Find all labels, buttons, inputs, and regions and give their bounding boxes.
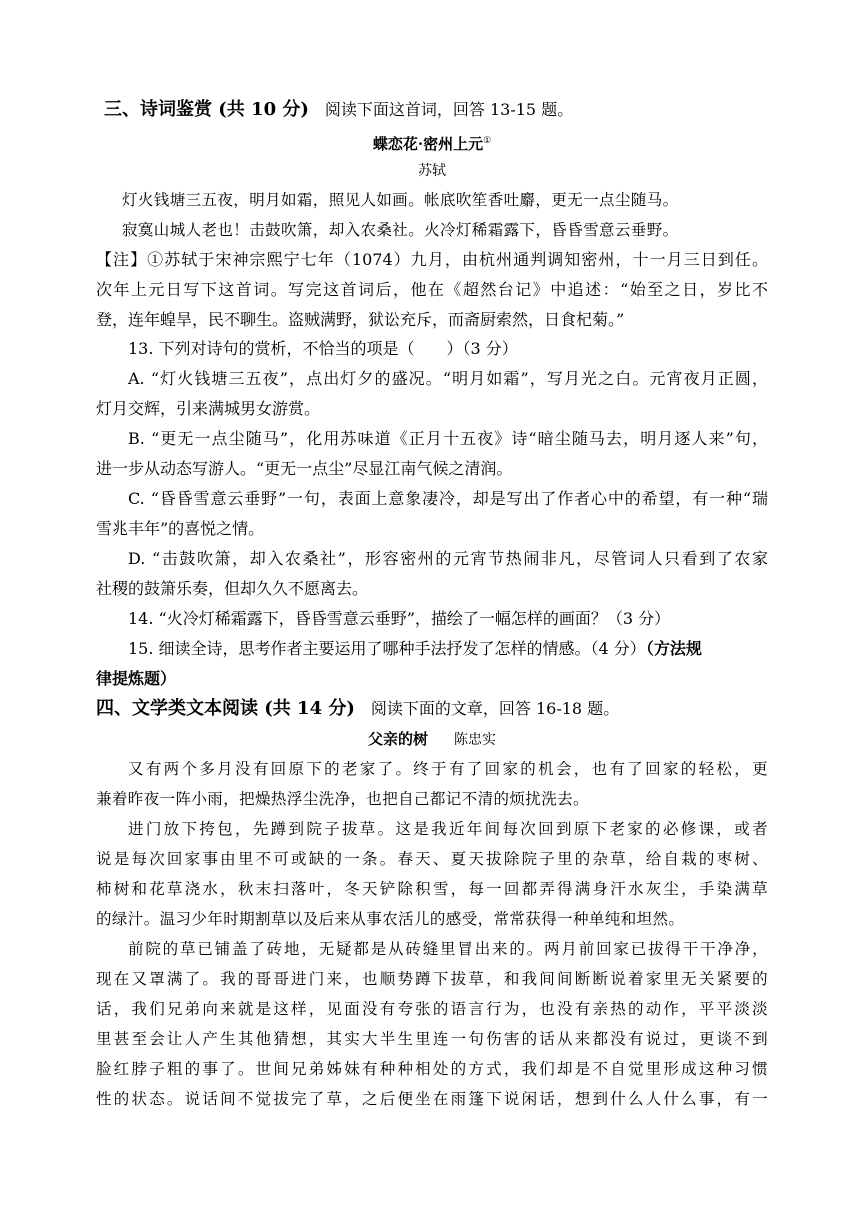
option-c-line-1: C. “昏昏雪意云垂野”一句，表面上意象凄冷，却是写出了作者心中的希望，有一种“瑞 — [128, 489, 768, 508]
article-line-5: 柿树和花草浇水，秋末扫落叶，冬天铲除积雪，每一回都弄得满身汗水灰尘，手染满草 — [96, 880, 768, 898]
option-b-line-1: B. “更无一点尘随马”，化用苏味道《正月十五夜》诗“暗尘随马去，明月逐人来”句， — [128, 429, 768, 448]
poem-line-2: 寂寞山城人老也！击鼓吹箫，却入农桑社。火冷灯稀霜露下，昏昏雪意云垂野。 — [122, 221, 679, 239]
article-line-11: 脸红脖子粗的事了。世间兄弟姊妹有种种相处的方式，我们却是不自觉里形成这种习惯 — [96, 1060, 768, 1078]
option-b-line-2: 进一步从动态写游人。“更无一点尘”尽显江南气候之清润。 — [96, 459, 513, 478]
section-4-heading — [96, 694, 768, 724]
article-line-7: 前院的草已铺盖了砖地，无疑都是从砖缝里冒出来的。两月前回家已拔得干干净净， — [128, 940, 768, 958]
article-line-1: 又有两个多月没有回原下的老家了。终于有了回家的机会，也有了回家的轻松，更 — [128, 760, 768, 778]
article-line-8: 现在又罩满了。我的哥哥进门来，也顺势蹲下拔草，和我间间断断说着家里无关紧要的 — [96, 970, 768, 988]
article-line-3: 进门放下挎包，先蹲到院子拔草。这是我近年间每次回到原下老家的必修课，或者 — [128, 820, 768, 838]
question-14: 14. “火冷灯稀霜露下，昏昏雪意云垂野”，描绘了一幅怎样的画面？（3 分） — [128, 609, 671, 628]
option-a-line-2: 灯月交辉，引来满城男女游赏。 — [96, 399, 321, 418]
section-3-title: 三、诗词鉴赏 (共 10 分) — [104, 99, 309, 120]
section-4-title: 四、文学类文本阅读 (共 14 分) — [96, 698, 355, 719]
article-title: 父亲的树 — [367, 730, 428, 748]
footnote-mark: ① — [483, 136, 492, 146]
article-line-10: 里甚至会让人产生其他猜想，其实大半生里连一句伤害的话从来都没有说过，更谈不到 — [96, 1030, 768, 1048]
note-line-2: 次年上元日写下这首词。写完这首词后，他在《超然台记》中追述：“始至之日，岁比不 — [96, 280, 768, 299]
option-a-line-1: A. “灯火钱塘三五夜”，点出灯夕的盛况。“明月如霜”，写月光之白。元宵夜月正圆， — [128, 369, 768, 388]
question-13-stem: 13. 下列对诗句的赏析，不恰当的项是（ ）（3 分） — [128, 339, 518, 358]
poem-title-text: 蝶恋花·密州上元 — [372, 135, 484, 153]
article-line-12: 性的状态。说话间不觉拔完了草，之后便坐在雨篷下说闲话，想到什么人什么事，有一 — [96, 1090, 768, 1108]
poem-author: 苏轼 — [418, 163, 446, 179]
option-d-line-1: D. “击鼓吹箫，却入农桑社”，形容密州的元宵节热闹非凡，尽管词人只看到了农家 — [128, 549, 768, 568]
article-header — [96, 724, 768, 755]
section-4-instruction: 阅读下面的文章，回答 16-18 题。 — [370, 699, 620, 718]
article-line-6: 的绿汁。温习少年时期割草以及后来从事农活儿的感受，常常获得一种单纯和坦然。 — [96, 910, 685, 928]
question-15-line-1 — [128, 634, 768, 664]
option-d-line-2: 社稷的鼓箫乐奏，但却久久不愿离去。 — [96, 579, 369, 598]
note-line-1: 【注】①苏轼于宋神宗熙宁七年（1074）九月，由杭州通判调知密州，十一月三日到任。 — [96, 250, 768, 269]
question-15-line-2: 律提炼题） — [96, 669, 177, 688]
poem-line-1: 灯火钱塘三五夜，明月如霜，照见人如画。帐底吹笙香吐麝，更无一点尘随马。 — [122, 191, 679, 209]
article-line-4: 说是每次回家事由里不可或缺的一条。春天、夏天拔除院子里的杂草，给自栽的枣树、 — [96, 850, 768, 868]
article-author: 陈忠实 — [454, 732, 496, 748]
option-c-line-2: 雪兆丰年”的喜悦之情。 — [96, 519, 265, 538]
section-3-instruction: 阅读下面这首词，回答 13-15 题。 — [324, 100, 574, 119]
article-line-9: 话，我们兄弟向来就是这样，见面没有夸张的语言行为，也没有亲热的动作，平平淡淡 — [96, 1000, 768, 1018]
poem-title — [96, 126, 768, 159]
article-line-2: 兼着昨夜一阵小雨，把燥热浮尘洗净，也把自己都记不清的烦扰洗去。 — [96, 790, 589, 808]
question-15-tag: （方法规 — [645, 639, 702, 658]
question-15-text: 15. 细读全诗，思考作者主要运用了哪种手法抒发了怎样的情感。（4 分） — [128, 639, 646, 658]
section-3-heading — [104, 95, 776, 125]
note-line-3: 登，连年蝗旱，民不聊生。盗贼满野，狱讼充斥，而斋厨索然，日食杞菊。” — [96, 310, 625, 329]
